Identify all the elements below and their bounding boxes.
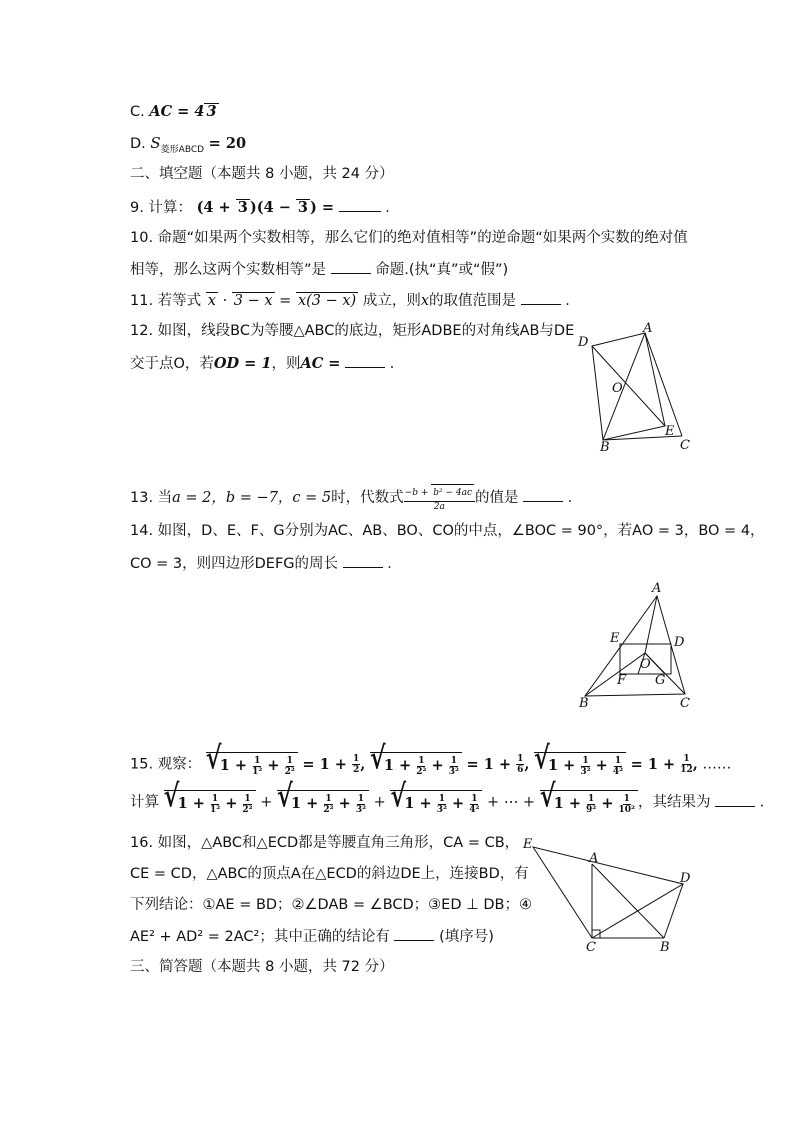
question-text: 命题“如果两个实数相等，那么它们的绝对值相等”的逆命题“如果两个实数的绝对值 [157, 230, 688, 246]
question-text: CE = CD，△ABC的顶点A在△ECD的斜边DE上，连接BD，有 [130, 866, 529, 882]
question-text: 下列结论：①AE = BD；②∠DAB = ∠BCD；③ED ⊥ DB；④ [130, 897, 532, 913]
question-number: 11. [130, 293, 154, 309]
q13-fraction: $\frac{\text{−b + b² − 4ac}}{2a}$ [404, 484, 475, 512]
question-text: 如图，D、E、F、G分别为AC、AB、BO、CO的中点，∠BOC = 90°，若AO = 3，BO = 4， [157, 523, 765, 539]
question-12-line1 [130, 320, 574, 342]
q13-values: a = 2，b = −7，c = 5 [172, 490, 332, 506]
question-text: 成立，则 [362, 293, 421, 309]
question-10-line1 [130, 227, 688, 249]
question-text: AE² + AD² = 2AC²；其中正确的结论有 [130, 929, 390, 945]
label-g: G [655, 673, 666, 688]
label-d: D [674, 635, 685, 650]
option-d [130, 132, 246, 161]
question-number: 14. [130, 523, 154, 539]
question-end: ． [387, 556, 402, 572]
section-2-heading: 二、填空题（本题共 8 小题，共 24 分） [130, 166, 394, 182]
answer-blank[interactable] [345, 352, 385, 368]
question-15-line1 [130, 752, 731, 777]
question-9 [130, 196, 400, 219]
figure-q12 [570, 318, 700, 458]
label-o: O [640, 657, 651, 672]
q15-term-3: √ 1 + $\frac{1}{\text{3²}}$ + $\frac{1}{\text{4²}}$ [390, 790, 482, 815]
question-14-line2 [130, 552, 402, 575]
question-16-line1 [130, 832, 519, 854]
question-text: 的值是 [475, 490, 519, 506]
question-text: CO = 3，则四边形DEFG的周长 [130, 556, 339, 572]
label-c: C [586, 940, 596, 955]
section-3-heading: 三、简答题（本题共 8 小题，共 72 分） [130, 959, 394, 975]
question-number: 13. [130, 490, 154, 506]
option-letter: C. [130, 104, 145, 120]
answer-blank[interactable] [394, 925, 434, 941]
q9-expression: (4 + 3 )(4 − 3 ) = [196, 199, 335, 216]
question-text: 如图，△ABC和△ECD都是等腰直角三角形，CA = CB， [157, 835, 520, 851]
question-text: 观察： [157, 756, 202, 773]
question-text: 相等，那么这两个实数相等”是 [130, 262, 327, 278]
question-text: 的取值范围是 [429, 293, 517, 309]
question-text: 如图，线段BC为等腰△ABC的底边，矩形ADBE的对角线AB与DE [157, 323, 575, 339]
question-15-line2: 计算 √ 1 + $\frac{1}{\text{1²}}$ + $\frac{1}{\text{2²}}$ + √ 1 + $\frac{1}{\text{2²}}$ + $\frac{1}{\text{3²}}$ + √ 1 + $\frac{1}{\text{3²}}$ + $\frac{1}{\text{4²}}$ + ⋯ + √ 1 + $\frac{1}{\text{9²}}$ + $\frac{1}{\text{10²}}$ ，其结果为 ． [130, 790, 774, 815]
figure-q16 [518, 832, 698, 957]
question-text: 计算： [148, 200, 192, 216]
label-b: B [660, 940, 670, 955]
answer-blank[interactable] [715, 791, 755, 807]
answer-blank[interactable] [523, 486, 563, 502]
q15-term-2: √ 1 + $\frac{1}{\text{2²}}$ + $\frac{1}{\text{3²}}$ [277, 790, 369, 815]
question-text: 当 [157, 490, 173, 506]
label-e: E [523, 837, 533, 852]
label-c: C [680, 438, 690, 453]
area-subscript: 菱形ABCD [160, 145, 205, 155]
question-number: 15. [130, 756, 154, 773]
question-end: ． [565, 293, 580, 309]
answer-blank[interactable] [521, 289, 561, 305]
label-e: E [665, 424, 675, 439]
figure-q14 [570, 576, 700, 716]
question-16-line4 [130, 925, 494, 948]
question-16-line2 [130, 863, 529, 885]
label-b: B [600, 440, 610, 455]
q12-target: AC = [300, 355, 341, 372]
question-text: ，其结果为 [637, 794, 711, 811]
answer-blank[interactable] [331, 258, 371, 274]
q15-term-1: √ 1 + $\frac{1}{\text{1²}}$ + $\frac{1}{\text{2²}}$ [164, 790, 256, 815]
question-11 [130, 289, 580, 312]
question-number: 16. [130, 835, 154, 851]
option-letter: D. [130, 136, 146, 152]
question-13 [130, 484, 582, 512]
q12-condition: OD = 1 [213, 355, 272, 372]
question-text: 交于点O，若 [130, 356, 214, 372]
option-d-math: = 20 [208, 135, 247, 152]
label-c: C [680, 696, 690, 711]
question-14-line1 [130, 520, 765, 542]
question-number: 12. [130, 323, 154, 339]
q15-radical-3: √ 1 + $\frac{1}{\text{3²}}$ + $\frac{1}{\text{4²}}$ [534, 752, 626, 777]
question-text: 计算 [130, 794, 159, 811]
option-c [130, 101, 219, 123]
q15-result-3: = 1 + $\frac{1}{12}$ , [630, 754, 698, 775]
label-a: A [643, 321, 653, 336]
label-o: O [612, 381, 623, 396]
question-end: ． [385, 200, 400, 216]
answer-blank[interactable] [343, 552, 383, 568]
label-d: D [578, 335, 589, 350]
option-c-math: AC = 4 3 [149, 103, 217, 120]
q15-result-2: = 1 + $\frac{1}{6}$ , [466, 754, 530, 775]
question-12-line2 [130, 352, 404, 375]
question-text: 命题.(执“真”或“假”) [375, 262, 509, 278]
question-text: ，则 [271, 356, 301, 372]
answer-blank[interactable] [339, 196, 381, 212]
q15-term-last: √ 1 + $\frac{1}{\text{9²}}$ + $\frac{1}{\text{10²}}$ [540, 790, 638, 815]
question-text: 若等式 [157, 293, 202, 309]
question-text: 时，代数式 [331, 490, 404, 506]
label-e: E [610, 631, 620, 646]
question-10-line2 [130, 258, 508, 281]
label-a: A [652, 581, 662, 596]
question-number: 10. [130, 230, 154, 246]
label-b: B [579, 696, 589, 711]
question-number: 9. [130, 200, 144, 216]
ellipsis: …… [702, 756, 732, 773]
q11-expression: x · 3 − x = x(3 − x) [207, 293, 357, 309]
q15-result-1: = 1 + $\frac{1}{2}$ , [302, 754, 366, 775]
question-end: ． [759, 794, 775, 811]
label-f: F [617, 673, 627, 688]
question-end: ． [389, 356, 405, 372]
q15-radical-1: √ 1 + $\frac{1}{\text{1²}}$ + $\frac{1}{\text{2²}}$ [206, 752, 298, 777]
variable: x [420, 293, 430, 309]
question-text: (填序号) [439, 929, 494, 945]
label-a: A [589, 851, 599, 866]
area-symbol: S [150, 134, 161, 152]
question-16-line3 [130, 894, 532, 916]
question-end: ． [567, 490, 583, 506]
label-d: D [680, 871, 691, 886]
q15-radical-2: √ 1 + $\frac{1}{\text{2²}}$ + $\frac{1}{\text{3²}}$ [370, 752, 462, 777]
